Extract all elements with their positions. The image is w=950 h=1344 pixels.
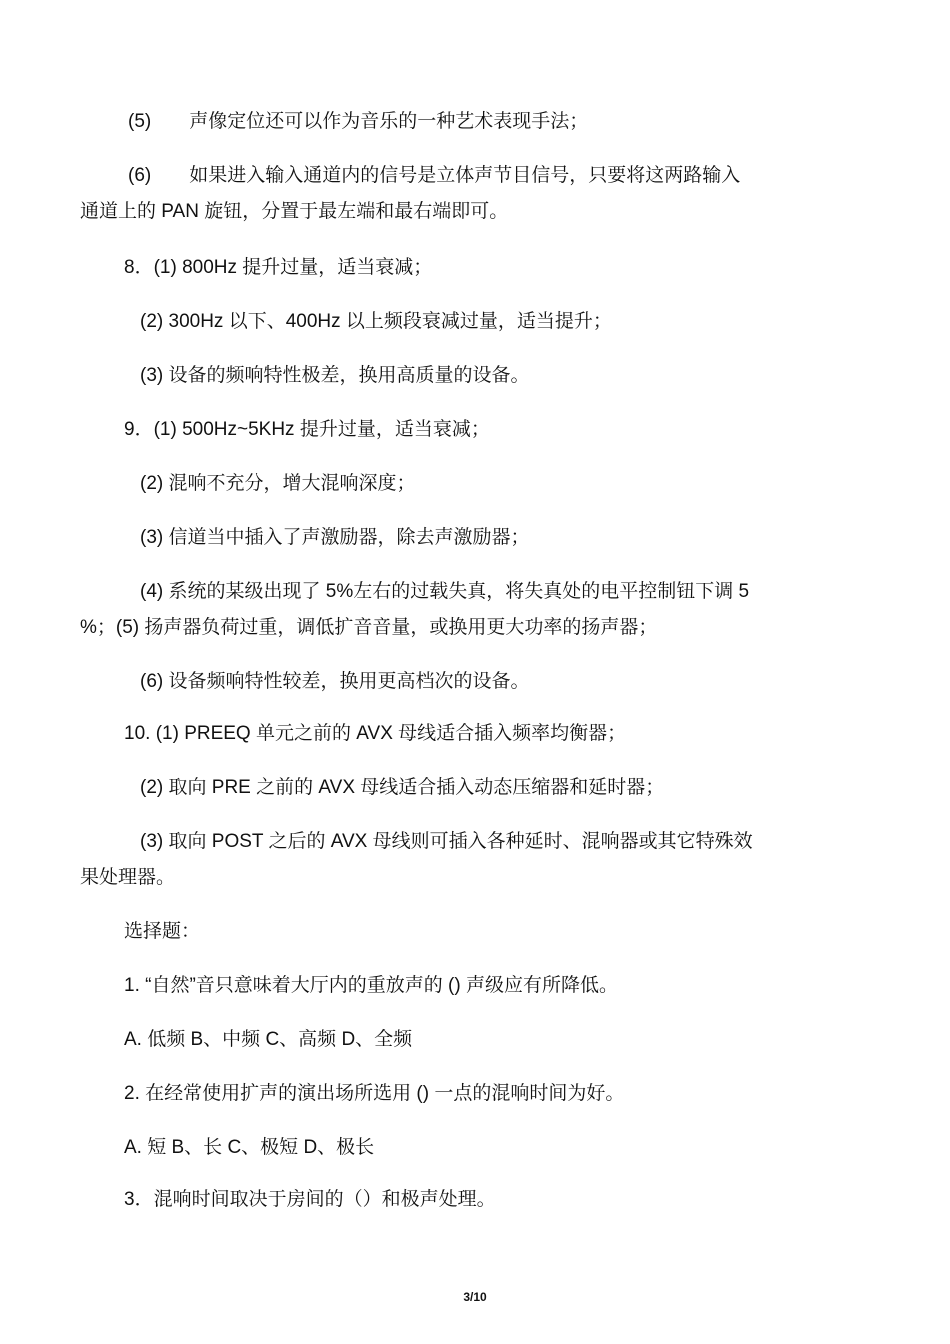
text-line-5: (2) 300Hz 以下、400Hz 以上频段衰减过量，适当提升；: [140, 311, 612, 332]
text-line-3: 通道上的 PAN 旋钮，分置于最左端和最右端即可。: [80, 201, 509, 222]
text-line-12: (6) 设备频响特性较差，换用更高档次的设备。: [140, 671, 530, 692]
text-line-4: 8．(1) 800Hz 提升过量，适当衰减；: [124, 257, 433, 278]
text-line-14: (2) 取向 PRE 之前的 AVX 母线适合插入动态压缩器和延时器；: [140, 777, 665, 798]
text-line-9: (3) 信道当中插入了声激励器，除去声激励器；: [140, 527, 530, 548]
question-2: 2. 在经常使用扩声的演出场所选用 () 一点的混响时间为好。: [124, 1083, 625, 1104]
text-line-11: %；(5) 扬声器负荷过重，调低扩音音量，或换用更大功率的扬声器；: [80, 617, 658, 638]
text-line-10: (4) 系统的某级出现了 5%左右的过载失真，将失真处的电平控制钮下调 5: [140, 581, 750, 602]
question-2-options: A. 短 B、长 C、极短 D、极长: [124, 1137, 375, 1158]
text-line-6: (3) 设备的频响特性极差，换用高质量的设备。: [140, 365, 530, 386]
text-line-13: 10. (1) PREEQ 单元之前的 AVX 母线适合插入频率均衡器；: [124, 723, 627, 744]
section-heading: 选择题：: [124, 921, 201, 942]
question-3: 3．混响时间取决于房间的（）和极声处理。: [124, 1189, 496, 1210]
text-line-15: (3) 取向 POST 之后的 AVX 母线则可插入各种延时、混响器或其它特殊效: [140, 831, 753, 852]
page-number: 3/10: [463, 1290, 487, 1304]
text-line-2: (6) 如果进入输入通道内的信号是立体声节目信号，只要将这两路输入: [128, 165, 741, 186]
text-line-16: 果处理器。: [80, 867, 176, 888]
text-line-8: (2) 混响不充分，增大混响深度；: [140, 473, 416, 494]
text-line-7: 9．(1) 500Hz~5KHz 提升过量，适当衰减；: [124, 419, 490, 440]
question-1: 1. “自然”音只意味着大厅内的重放声的 () 声级应有所降低。: [124, 975, 618, 996]
question-1-options: A. 低频 B、中频 C、高频 D、全频: [124, 1029, 413, 1050]
text-line-1: (5) 声像定位还可以作为音乐的一种艺术表现手法；: [128, 111, 589, 132]
